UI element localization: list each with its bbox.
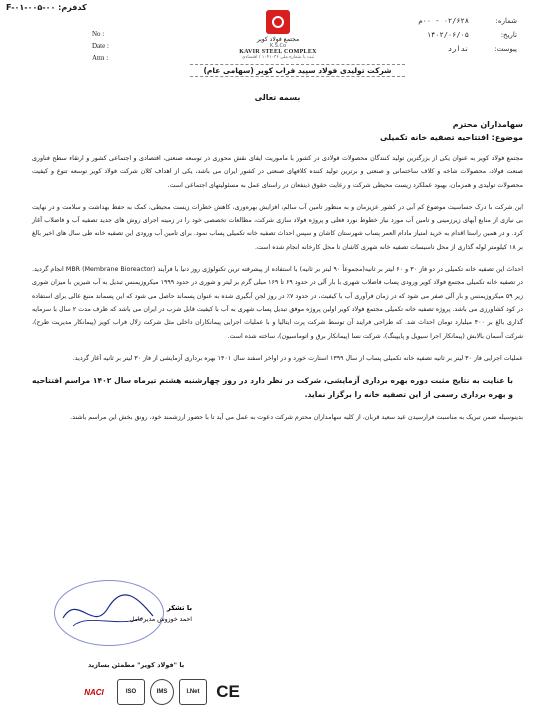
en-attach-label: Attn : xyxy=(92,54,109,62)
cert-inet-logo: I.Net xyxy=(179,679,207,705)
company-logo xyxy=(235,10,321,60)
date-label: تاریخ: xyxy=(500,31,517,39)
logo-abbrev: K.S.Co xyxy=(269,43,287,49)
cert-naci-logo: NACI xyxy=(84,687,104,697)
paragraph-1: مجتمع فولاد کویر به عنوان یکی از بزرگترین تولید کنندگان محصولات فولادی در کشور با ماموریت ایفای نقش محوری در توسعه صنعتی، اقتصادی و اجتماعی کشور و ارتقاء سطح فناوری صنعت فولاد، محصولات شاخه و کلاف ساختمانی و صنعتی و برترین تولید کننده کلافهای صنعتی در کشور ایران می باشد، یکی از اهداف کلان شرکت فولاد کویر توسعه تنوع و کیفیت محصولات تولیدی و همزمان، بهبود عملکرد زیست محیطی شرکت و رعایت حقوق ذینفعان در راستای عمل به مسئولیتهای اجتماعی است. xyxy=(32,155,523,189)
signature-block xyxy=(28,580,228,658)
attachment-value: ندارد xyxy=(447,45,469,53)
form-code: کدفرم: F-۰۱-۰۰۵-۰۰ xyxy=(6,3,87,12)
certification-logos xyxy=(76,676,244,708)
letter-meta xyxy=(357,14,517,56)
logo-registration: ثبت با شماره ملی ۱۰۴۱۰۳۶ / اقتصادی xyxy=(241,55,315,60)
paragraph-4: عملیات اجرایی فاز ۳۰ لیتر بر ثانیه تصفیه خانه تکمیلی پساب از سال ۱۳۹۹ استارت خورد و در اواخر اسفند سال ۱۴۰۱ بهره برداری آزمایشی از فاز ۳۰ لیتر بر ثانیه آغاز گردید. xyxy=(72,354,523,362)
signatory-name: احمد خوزوش مدیرعامل xyxy=(129,616,192,623)
company-slogan: با "فولاد کویر" مطمئن بسازید xyxy=(88,661,185,669)
letter-date-row xyxy=(357,28,517,42)
basmala: بسمه تعالی xyxy=(254,93,301,102)
number-label: شماره: xyxy=(495,17,517,25)
announcement-highlight: با عنایت به نتایج مثبت دوره بهره برداری آزمایشی، شرکت در نظر دارد در روز چهارشنبه هشتم تیرماه سال ۱۴۰۲ مراسم افتتاحیه و بهره برداری رسمی از این تصفیه خانه را برگزار نماید. xyxy=(32,376,513,400)
paragraph-3: احداث این تصفیه خانه تکمیلی در دو فاز ۳۰ و ۶۰ لیتر بر ثانیه(مجموعاً ۹۰ لیتر بر ثانیه) با استفاده از پیشرفته ترین تکنولوژی روز دنیا با فرآیند MBR (Membrane Bioreactor) انجام گردید. در تصفیه خانه تکمیلی مجتمع فولاد کویر ورودی پساب فاضلاب شهری با بار آلی در حدود ۶۹ تا ۱۶۹ میلی گرم بر لیتر و شوری در حدود ۱۹۹۹ میکروزیمنس تبدیل به آب شیرین با میزان شوری زیر ۵۹ میکروزیمنس و بار آلی صفر می شود که در زمان فرآوری آب با کیفیت، در حدود ۷٪ در روز لجن آبگیری شده به عنوان پسماند حاصل می شود که این پسماند منبع عالی برای استفاده در کود کشاورزی می باشد. پروژه تصفیه خانه تکمیلی مجتمع فولاد کویر اولین پروژه موفق تبدیل پساب شهری به آب با کیفیت قابل شرب در ایران می باشد که ظرف مدت ۲ سال با سرمایه گذاری بالغ بر ۴۰۰ میلیارد تومان احداث شد. که طراحی فرایند آن توسط شرکت پرت ایتالیا و با عملیات اجرایی پیمانکاران داخلی مثل شرکت زلال فراب کویر (پیمانکار مدیریت طرح)، شرکت آسمان بالابش (پیمانکار اجرا سیویل و پایپینگ)، شرکت نسا (پیمانکار برق و اتوماسیون)، ساخته شده است. xyxy=(32,266,524,340)
en-number-label: No : xyxy=(92,30,105,38)
logo-mark-icon xyxy=(266,10,290,34)
letter-body xyxy=(32,120,523,433)
letter-meta-english xyxy=(92,30,124,66)
company-name-bar: شرکت تولیدی فولاد سپید فراب کویر (سهامی عام) xyxy=(190,64,405,77)
paragraph-2: این شرکت با درک حساسیت موضوع کم آبی در کشور عزیزمان و به منظور تامین آب سالم، افزایش بهره‌وری، کاهش خطرات زیست محیطی، کمک به حفظ بهداشت و سلامت و در نهایت بی نیازی از منابع آبهای زیرزمینی و تامین آب مورد نیاز خطوط نورد فعلی و پروژه فولاد سازی شرکت، مطالعات تخصصی خود را در زمینه اجرای روش های جدید تصفیه آب و فاضلاب آغاز کرد. و در همین راستا اقدام به خرید امتیاز مادام العمر پساب شهرستان کاشان و سپس احداث تصفیه خانه تکمیلی پساب نمود. برای تامین آب ورودی این تصفیه خانه طی سال های اخیر بالغ بر ۱۸ کیلومتر لوله گذاری از محل تاسیسات تصفیه خانه شهری کاشان تا محل کارخانه انجام شده است. xyxy=(32,203,523,251)
subject-line: موضوع: افتتاحیه تصفیه خانه تکمیلی xyxy=(380,133,523,142)
attachment-label: پیوست: xyxy=(494,45,517,53)
signature-scrawl xyxy=(58,588,158,634)
logo-fa-name: مجتمع فولاد کوير xyxy=(256,36,300,43)
cert-ims-logo: IMS xyxy=(150,679,174,705)
date-value: ۱۴۰۲/۰۶/۰۵ xyxy=(426,31,469,39)
signatory-regards: با تشکر xyxy=(166,604,192,612)
cert-iso-logo: ISO xyxy=(117,679,145,705)
en-date-label: Date : xyxy=(92,42,109,50)
greeting: سهامداران محترم xyxy=(452,120,523,129)
cert-ce-logo: CE xyxy=(216,682,240,701)
letter-attachment-row xyxy=(357,42,517,56)
number-value: ۰۲/۶۲۸ - ۰۰م xyxy=(418,17,469,25)
letter-number-row xyxy=(357,14,517,28)
logo-en-name: KAVIR STEEL COMPLEX xyxy=(239,49,317,55)
closing-paragraph: بدینوسیله ضمن تبریک به مناسبت فرارسیدن عید سعید قربان، از کلیه سهامداران محترم شرکت دعوت به عمل می آید تا با حضور ارزشمند خود، رونق بخش این مراسم باشند. xyxy=(70,414,523,422)
